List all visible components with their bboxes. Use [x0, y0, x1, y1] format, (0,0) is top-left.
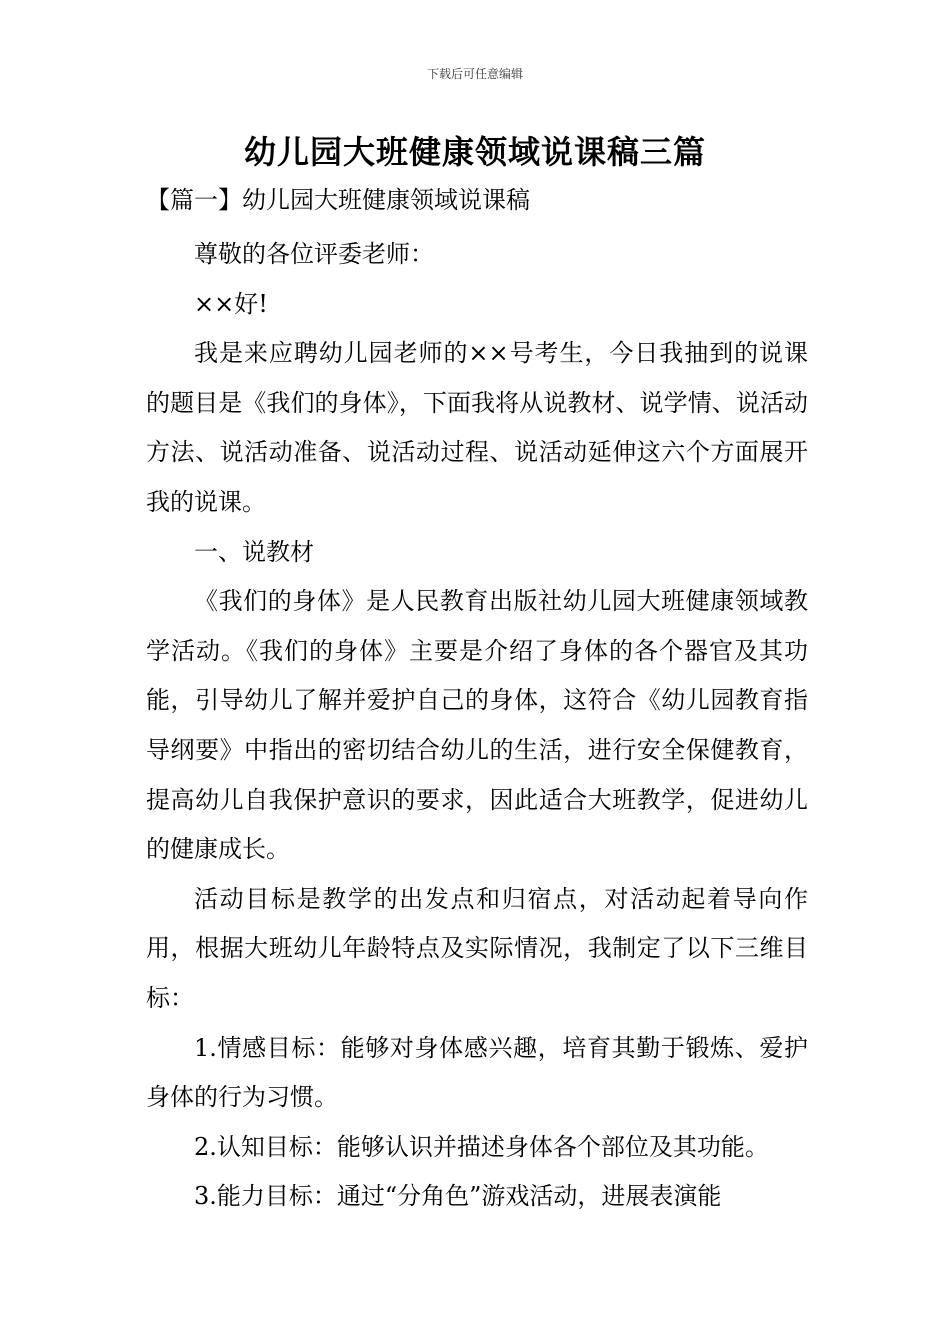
paragraph-subheading-textbook: 一、说教材 [194, 537, 314, 566]
document-body [146, 230, 808, 1222]
paragraph-objective-ability: 3.能力目标：通过“分角色”游戏活动，进展表演能 [194, 1182, 722, 1211]
paragraph-greeting: ××好! [194, 289, 268, 318]
paragraph-salutation: 尊敬的各位评委老师： [194, 240, 434, 268]
paragraph-objective-emotion: 1.情感目标：能够对身体感兴趣，培育其勤于锻炼、爱护身体的行为习惯。 [146, 1033, 808, 1112]
paragraph-objectives-intro: 活动目标是教学的出发点和归宿点，对活动起着导向作用，根据大班幼儿年龄特点及实际情况，我制定了以下三维目标： [146, 884, 808, 1012]
paragraph-introduction: 我是来应聘幼儿园老师的××号考生，今日我抽到的说课的题目是《我们的身体》，下面我将从说教材、说学情、说活动方法、说活动准备、说活动过程、说活动延伸这六个方面展开我的说课。 [146, 339, 808, 516]
section-heading: 【篇一】幼儿园大班健康领域说课稿 [146, 186, 530, 214]
page-header-note: 下载后可任意编辑 [426, 67, 523, 81]
paragraph-textbook: 《我们的身体》是人民教育出版社幼儿园大班健康领域教学活动。《我们的身体》主要是介绍了身体的各个器官及其功能，引导幼儿了解并爱护自己的身体，这符合《幼儿园教育指导纲要》中指出的密切结合幼儿的生活，进行安全保健教育，提高幼儿自我保护意识的要求，因此适合大班教学，促进幼儿的健康成长。 [146, 587, 808, 864]
document-title: 幼儿园大班健康领域说课稿三篇 [243, 133, 706, 171]
paragraph-objective-cognition: 2.认知目标：能够认识并描述身体各个部位及其功能。 [194, 1132, 769, 1161]
